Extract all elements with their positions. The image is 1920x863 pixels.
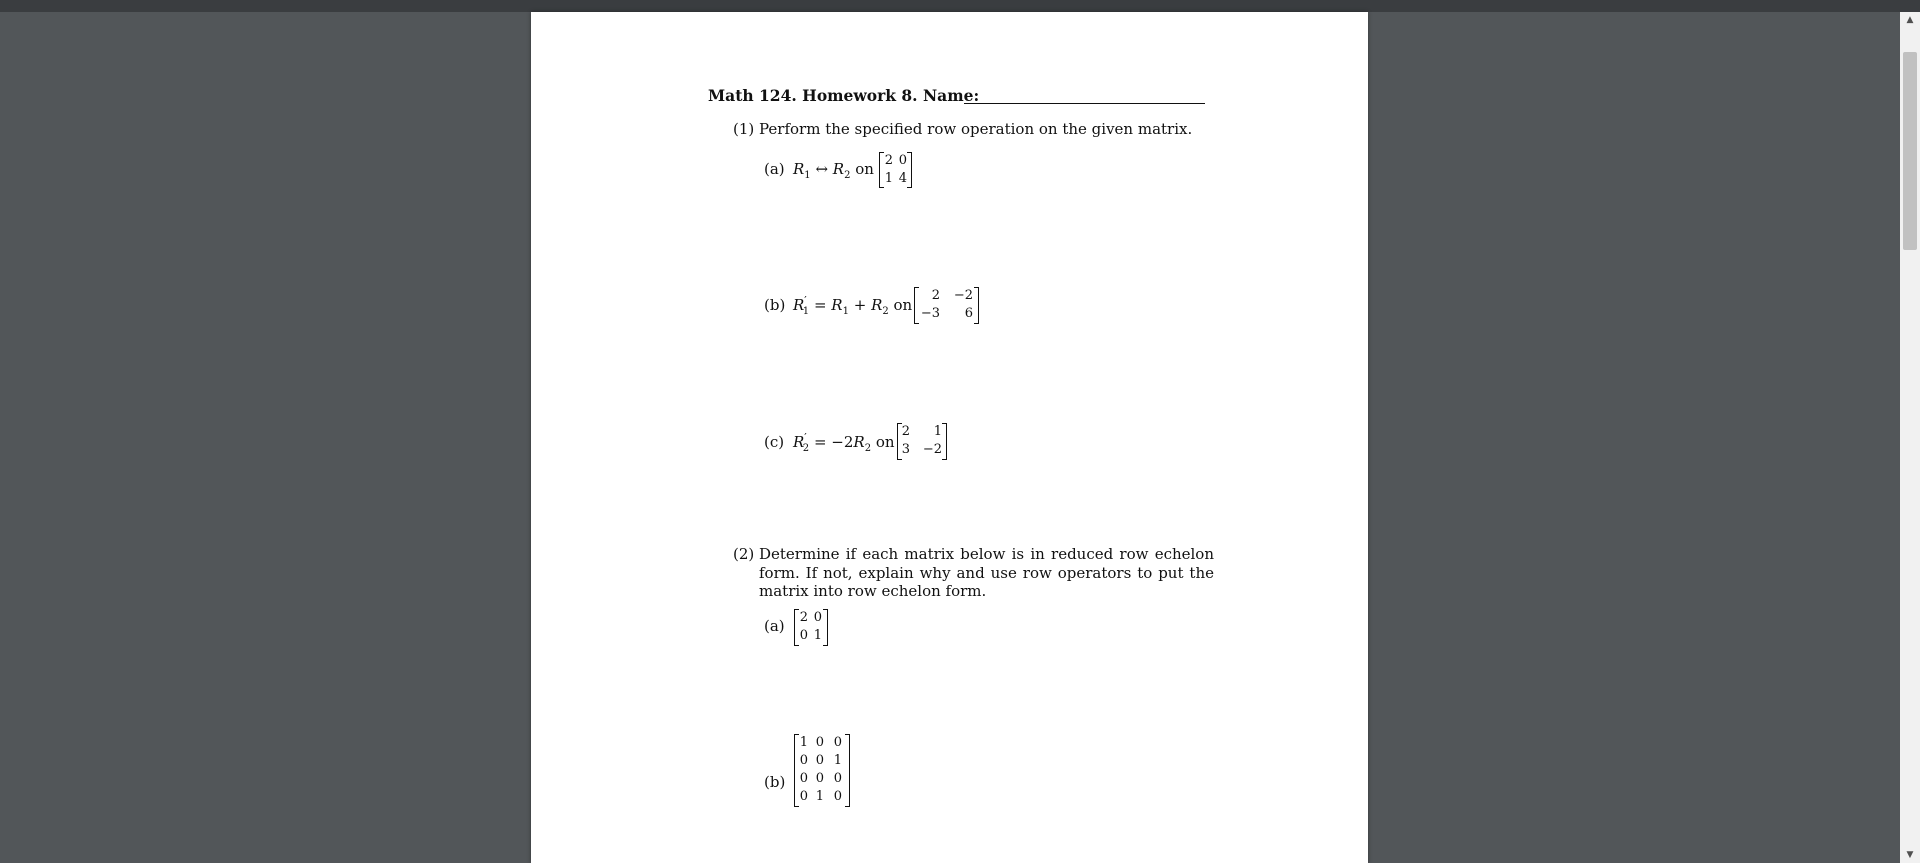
matrix-cell: 1	[933, 424, 942, 439]
vertical-scrollbar[interactable]	[1900, 12, 1920, 863]
matrix-cell: 0	[833, 771, 842, 786]
problem-1c-label: (c)	[764, 433, 785, 451]
problem-1c-operation: $R'_2 = -2R_2$ on	[793, 431, 895, 454]
problem-1b-operation: $R'_1 = R_1 + R_2$ on	[793, 294, 913, 317]
matrix-cell: 4	[898, 171, 907, 186]
matrix-1c	[897, 423, 947, 460]
matrix-cell: 3	[901, 442, 910, 457]
matrix-cell: 0	[815, 771, 824, 786]
problem-2a-label: (a)	[764, 617, 785, 635]
top-toolbar	[0, 0, 1920, 12]
matrix-cell: 1	[815, 789, 824, 804]
matrix-1a	[879, 152, 912, 188]
matrix-2b	[794, 734, 850, 807]
matrix-cell: 0	[813, 610, 822, 625]
matrix-cell: 0	[799, 628, 808, 643]
matrix-cell: 0	[815, 735, 824, 750]
matrix-cell: 0	[815, 753, 824, 768]
matrix-cell: 2	[884, 153, 893, 168]
problem-2-number: (2)	[733, 545, 755, 563]
matrix-cell: 1	[884, 171, 893, 186]
page-title: Math 124. Homework 8. Name:	[708, 86, 980, 105]
problem-1a-label: (a)	[764, 160, 785, 178]
problem-1a-operation: $R_1$ ↔ $R_2$ on	[793, 160, 874, 181]
matrix-cell: 1	[813, 628, 822, 643]
scrollbar-thumb[interactable]	[1903, 52, 1917, 250]
matrix-cell: 2	[799, 610, 808, 625]
name-blank-line	[964, 103, 1205, 104]
matrix-cell: −3	[920, 306, 940, 321]
pdf-viewer	[0, 12, 1900, 863]
matrix-cell: 2	[901, 424, 910, 439]
matrix-cell: 6	[964, 306, 973, 321]
matrix-cell: 0	[833, 789, 842, 804]
scroll-down-icon[interactable]: ▼	[1906, 850, 1914, 860]
problem-2b-label: (b)	[764, 773, 786, 791]
matrix-cell: 0	[833, 735, 842, 750]
problem-1b-label: (b)	[764, 296, 786, 314]
problem-2-instruction: Determine if each matrix below is in reduced row echelon form. If not, explain why and use row operators to put the matrix into row echelon form.	[759, 545, 1214, 600]
problem-1-instruction: Perform the specified row operation on the given matrix.	[759, 120, 1193, 138]
matrix-2a	[794, 609, 828, 646]
matrix-1b	[914, 287, 979, 324]
matrix-cell: 0	[898, 153, 907, 168]
matrix-cell: 0	[799, 789, 808, 804]
matrix-cell: 1	[799, 735, 808, 750]
scroll-up-icon[interactable]: ▲	[1906, 15, 1914, 25]
problem-1-number: (1)	[733, 120, 755, 138]
matrix-cell: −2	[953, 288, 973, 303]
matrix-cell: 2	[931, 288, 940, 303]
matrix-cell: 1	[833, 753, 842, 768]
matrix-cell: 0	[799, 771, 808, 786]
matrix-cell: 0	[799, 753, 808, 768]
matrix-cell: −2	[922, 442, 942, 457]
document-page	[531, 12, 1368, 863]
